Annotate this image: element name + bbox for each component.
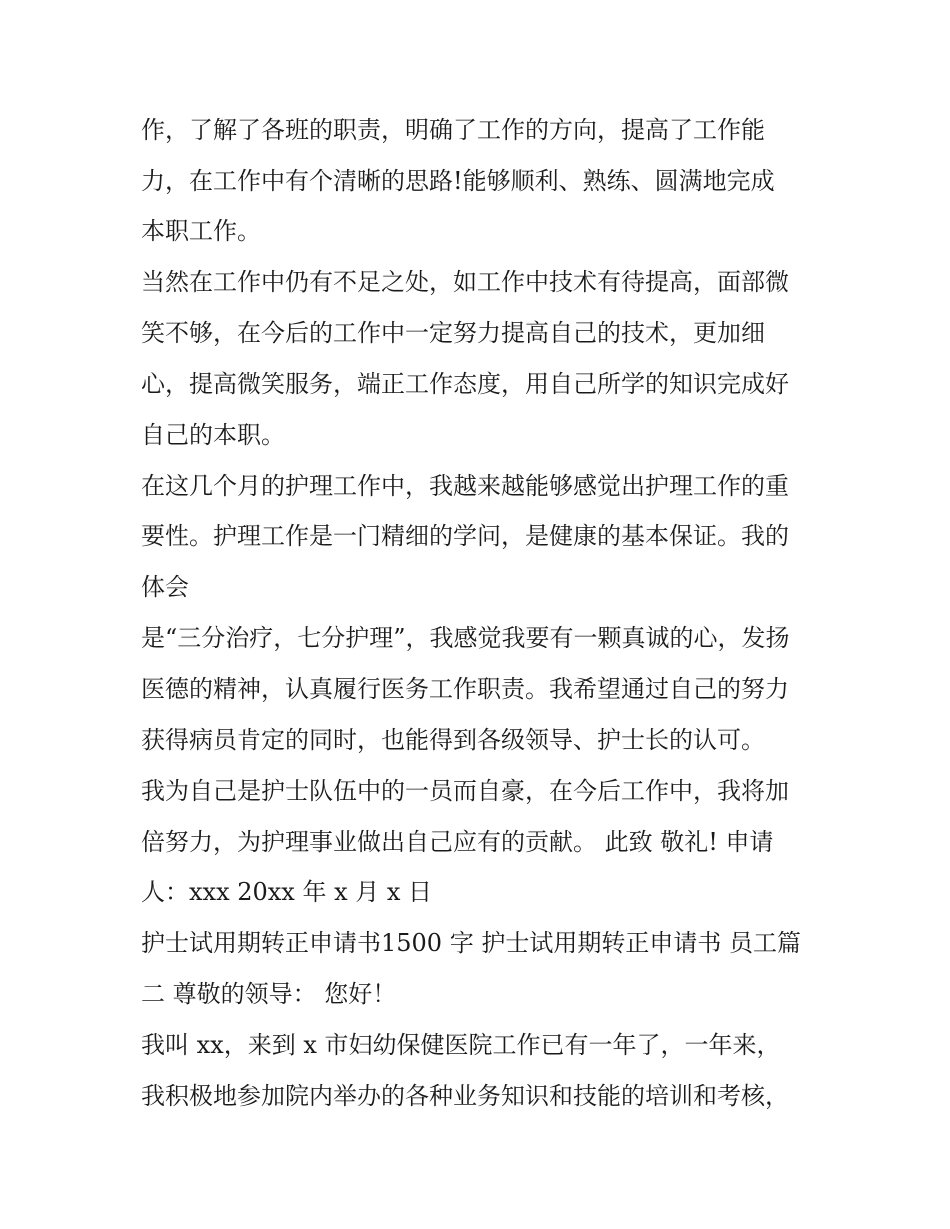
text-line: 在这几个月的护理工作中，我越来越能够感觉出护理工作的重	[141, 472, 789, 500]
text-line: 心，提高微笑服务，端正工作态度，用自己所学的知识完成好	[141, 370, 789, 398]
text-line: 力，在工作中有个清晰的思路!能够顺利、熟练、圆满地完成	[141, 167, 775, 195]
text-line: 倍努力，为护理事业做出自己应有的贡献。 此致 敬礼! 申请	[141, 828, 774, 856]
text-line: 本职工作。	[141, 217, 261, 245]
text-line: 要性。护理工作是一门精细的学问，是健康的基本保证。我的	[141, 522, 789, 550]
text-line: 作，了解了各班的职责，明确了工作的方向，提高了工作能	[141, 116, 765, 144]
text-line: 自己的本职。	[141, 421, 285, 449]
text-line: 我叫 xx，来到 x 市妇幼保健医院工作已有一年了，一年来，	[141, 1031, 781, 1059]
text-line: 医德的精神，认真履行医务工作职责。我希望通过自己的努力	[141, 675, 789, 703]
text-line: 笑不够，在今后的工作中一定努力提高自己的技术，更加细	[141, 319, 765, 347]
text-line: 我为自己是护士队伍中的一员而自豪，在今后工作中，我将加	[141, 777, 789, 805]
text-line: 人：xxx 20xx 年 x 月 x 日	[141, 878, 433, 906]
text-line: 体会	[141, 573, 189, 601]
text-line: 是“三分治疗，七分护理”，我感觉我要有一颗真诚的心，发扬	[141, 624, 790, 652]
text-line: 护士试用期转正申请书1500 字 护士试用期转正申请书 员工篇	[141, 929, 801, 957]
text-line: 二 尊敬的领导： 您好！	[141, 980, 397, 1008]
text-line: 我积极地参加院内举办的各种业务知识和技能的培训和考核，	[141, 1082, 789, 1110]
text-line: 获得病员肯定的同时，也能得到各级领导、护士长的认可。	[141, 726, 765, 754]
text-line: 当然在工作中仍有不足之处，如工作中技术有待提高，面部微	[141, 268, 789, 296]
